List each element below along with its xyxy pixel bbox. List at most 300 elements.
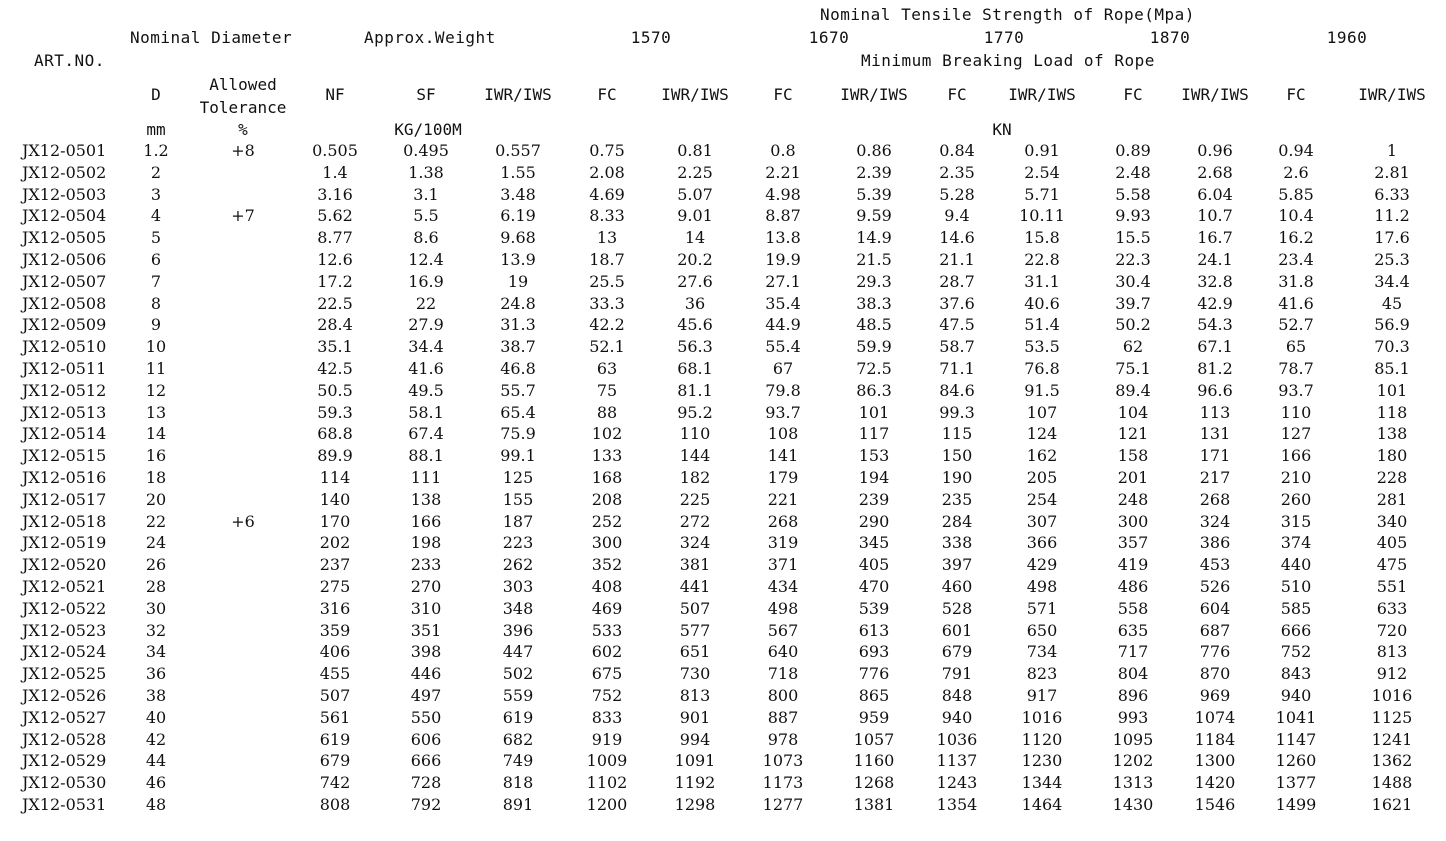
cell-nf: 35.1 xyxy=(317,337,353,357)
col-header-fc-1570: FC xyxy=(597,85,617,104)
unit-mm: mm xyxy=(146,120,166,139)
cell-fc-1870: 150 xyxy=(941,446,973,466)
cell-iwr-extra: 17.6 xyxy=(1374,228,1410,248)
cell-fc-extra: 315 xyxy=(1280,511,1312,531)
cell-iwr-extra: 25.3 xyxy=(1374,250,1410,269)
cell-art-no: JX12-0512 xyxy=(22,380,107,400)
cell-fc-1870: 460 xyxy=(941,577,973,596)
cell-iwr-1770: 693 xyxy=(858,642,890,662)
cell-sf: 16.9 xyxy=(408,271,444,291)
cell-diameter: 16 xyxy=(145,446,167,466)
col-header-iwr-1670: IWR/IWS xyxy=(840,85,908,104)
table-row xyxy=(0,227,1446,249)
cell-fc-1670: 833 xyxy=(591,707,623,727)
cell-diameter: 12 xyxy=(145,380,167,400)
cell-sf: 41.6 xyxy=(408,359,444,378)
cell-iwr-1670: 2.25 xyxy=(677,162,713,182)
cell-art-no: JX12-0505 xyxy=(22,228,107,248)
cell-iwr-extra: 101 xyxy=(1376,380,1408,400)
cell-iwr-1670: 0.81 xyxy=(677,141,713,160)
cell-iwr-1770: 959 xyxy=(858,707,890,727)
table-row xyxy=(0,184,1446,206)
cell-fc-1770: 8.87 xyxy=(765,206,801,226)
cell-fc-1960: 22.3 xyxy=(1115,250,1151,269)
cell-diameter: 40 xyxy=(145,707,167,727)
cell-iwr-extra: 1016 xyxy=(1371,686,1413,705)
cell-sf: 111 xyxy=(410,468,442,487)
cell-iwr-1570: 348 xyxy=(502,598,534,618)
strength-1770-header: 1770 xyxy=(983,28,1025,47)
cell-sf: 351 xyxy=(410,620,442,640)
cell-fc-1960: 39.7 xyxy=(1115,293,1151,313)
cell-iwr-1960: 1546 xyxy=(1194,795,1236,814)
cell-sf: 22 xyxy=(415,293,437,313)
cell-iwr-1770: 14.9 xyxy=(856,228,892,248)
cell-fc-1960: 0.89 xyxy=(1115,141,1151,160)
cell-fc-1670: 919 xyxy=(591,729,623,749)
cell-iwr-extra: 85.1 xyxy=(1374,359,1410,378)
cell-fc-1960: 558 xyxy=(1117,598,1149,618)
cell-diameter: 1.2 xyxy=(143,141,169,160)
cell-iwr-1670: 45.6 xyxy=(677,315,713,335)
cell-fc-1770: 434 xyxy=(767,577,799,596)
cell-iwr-extra: 1621 xyxy=(1371,795,1413,814)
cell-iwr-1670: 5.07 xyxy=(677,184,713,204)
cell-iwr-1670: 36 xyxy=(684,293,706,313)
cell-iwr-1960: 324 xyxy=(1199,511,1231,531)
cell-iwr-1960: 776 xyxy=(1199,642,1231,662)
cell-iwr-1960: 526 xyxy=(1199,577,1231,596)
cell-iwr-1770: 38.3 xyxy=(856,293,892,313)
col-header-tolerance xyxy=(200,73,287,119)
cell-sf: 792 xyxy=(410,795,442,814)
cell-iwr-1870: 205 xyxy=(1026,468,1058,487)
cell-iwr-1570: 75.9 xyxy=(500,424,536,444)
cell-nf: 619 xyxy=(319,729,351,749)
cell-fc-1770: 978 xyxy=(767,729,799,749)
cell-iwr-1570: 447 xyxy=(502,642,534,662)
cell-art-no: JX12-0524 xyxy=(22,642,107,662)
cell-iwr-extra: 6.33 xyxy=(1374,184,1410,204)
cell-iwr-extra: 1 xyxy=(1386,141,1398,160)
cell-fc-1870: 1243 xyxy=(936,773,978,793)
cell-iwr-1570: 682 xyxy=(502,729,534,749)
cell-diameter: 42 xyxy=(145,729,167,749)
cell-iwr-1670: 994 xyxy=(679,729,711,749)
cell-iwr-1570: 187 xyxy=(502,511,534,531)
cell-art-no: JX12-0527 xyxy=(22,707,107,727)
cell-tolerance: +8 xyxy=(231,141,255,160)
cell-art-no: JX12-0522 xyxy=(22,598,107,618)
cell-sf: 606 xyxy=(410,729,442,749)
cell-fc-1960: 248 xyxy=(1117,489,1149,509)
cell-fc-1770: 4.98 xyxy=(765,184,801,204)
cell-nf: 1.4 xyxy=(322,162,348,182)
cell-nf: 0.505 xyxy=(312,141,358,160)
cell-fc-extra: 440 xyxy=(1280,555,1312,575)
cell-fc-1770: 2.21 xyxy=(765,162,801,182)
cell-iwr-1770: 72.5 xyxy=(856,359,892,378)
table-row xyxy=(0,162,1446,184)
cell-iwr-1770: 0.86 xyxy=(856,141,892,160)
cell-iwr-1960: 687 xyxy=(1199,620,1231,640)
cell-iwr-1770: 59.9 xyxy=(856,337,892,357)
cell-iwr-1960: 113 xyxy=(1199,402,1231,422)
cell-nf: 316 xyxy=(319,598,351,618)
cell-iwr-1670: 651 xyxy=(679,642,711,662)
cell-sf: 310 xyxy=(410,598,442,618)
art-no-header: ART.NO. xyxy=(34,51,105,70)
cell-iwr-1960: 42.9 xyxy=(1197,293,1233,313)
col-header-fc-1870: FC xyxy=(1123,85,1143,104)
cell-iwr-1770: 1160 xyxy=(853,751,895,771)
cell-fc-1870: 58.7 xyxy=(939,337,975,357)
cell-fc-1770: 179 xyxy=(767,468,799,487)
cell-fc-1870: 1354 xyxy=(936,795,978,814)
cell-iwr-1870: 162 xyxy=(1026,446,1058,466)
cell-iwr-1770: 86.3 xyxy=(856,380,892,400)
cell-iwr-1960: 96.6 xyxy=(1197,380,1233,400)
cell-iwr-1570: 65.4 xyxy=(500,402,536,422)
cell-sf: 446 xyxy=(410,664,442,684)
cell-diameter: 10 xyxy=(145,337,167,357)
cell-iwr-1870: 571 xyxy=(1026,598,1058,618)
cell-fc-1770: 141 xyxy=(767,446,799,466)
cell-iwr-1960: 217 xyxy=(1199,468,1231,487)
cell-fc-1670: 88 xyxy=(596,402,618,422)
cell-fc-1870: 14.6 xyxy=(939,228,975,248)
cell-iwr-1670: 95.2 xyxy=(677,402,713,422)
cell-fc-1870: 115 xyxy=(941,424,973,444)
cell-iwr-1570: 46.8 xyxy=(500,359,536,378)
cell-iwr-1670: 441 xyxy=(679,577,711,596)
cell-fc-1870: 679 xyxy=(941,642,973,662)
cell-iwr-1870: 1120 xyxy=(1021,729,1063,749)
cell-fc-extra: 585 xyxy=(1280,598,1312,618)
cell-art-no: JX12-0513 xyxy=(22,402,107,422)
table-row xyxy=(0,380,1446,402)
cell-iwr-1570: 303 xyxy=(502,577,534,596)
cell-iwr-1670: 1298 xyxy=(674,795,716,814)
cell-diameter: 11 xyxy=(145,359,167,378)
cell-art-no: JX12-0518 xyxy=(22,511,107,531)
cell-fc-extra: 374 xyxy=(1280,533,1312,553)
cell-nf: 28.4 xyxy=(317,315,353,335)
cell-fc-1670: 1200 xyxy=(586,795,628,814)
cell-iwr-extra: 70.3 xyxy=(1374,337,1410,357)
cell-fc-1770: 371 xyxy=(767,555,799,575)
cell-fc-1670: 168 xyxy=(591,468,623,487)
cell-iwr-1870: 254 xyxy=(1026,489,1058,509)
cell-iwr-1960: 171 xyxy=(1199,446,1231,466)
cell-fc-1870: 37.6 xyxy=(939,293,975,313)
col-header-iwr-1960: IWR/IWS xyxy=(1358,85,1426,104)
cell-iwr-1670: 507 xyxy=(679,598,711,618)
cell-fc-1960: 201 xyxy=(1117,468,1149,487)
cell-fc-extra: 65 xyxy=(1285,337,1307,357)
cell-fc-1870: 1036 xyxy=(936,729,978,749)
table-row xyxy=(0,314,1446,336)
cell-diameter: 9 xyxy=(150,315,162,335)
cell-iwr-1670: 577 xyxy=(679,620,711,640)
cell-iwr-1670: 144 xyxy=(679,446,711,466)
cell-fc-extra: 940 xyxy=(1280,686,1312,705)
cell-iwr-1960: 453 xyxy=(1199,555,1231,575)
cell-sf: 8.6 xyxy=(413,228,439,248)
table-row xyxy=(0,402,1446,424)
cell-nf: 12.6 xyxy=(317,250,353,269)
cell-iwr-1570: 31.3 xyxy=(500,315,536,335)
cell-iwr-extra: 813 xyxy=(1376,642,1408,662)
col-header-iwr-1770: IWR/IWS xyxy=(1008,85,1076,104)
cell-iwr-extra: 281 xyxy=(1376,489,1408,509)
cell-iwr-1960: 67.1 xyxy=(1197,337,1233,357)
cell-iwr-extra: 11.2 xyxy=(1374,206,1410,226)
col-header-iwr-1570: IWR/IWS xyxy=(484,85,552,104)
cell-diameter: 30 xyxy=(145,598,167,618)
unit-kg-100m: KG/100M xyxy=(394,120,462,139)
cell-fc-1960: 15.5 xyxy=(1115,228,1151,248)
cell-iwr-1960: 1074 xyxy=(1194,707,1236,727)
cell-iwr-1770: 405 xyxy=(858,555,890,575)
cell-sf: 1.38 xyxy=(408,162,444,182)
cell-iwr-1570: 99.1 xyxy=(500,446,536,466)
cell-iwr-1670: 68.1 xyxy=(677,359,713,378)
cell-nf: 561 xyxy=(319,707,351,727)
cell-iwr-1670: 813 xyxy=(679,686,711,705)
cell-fc-1770: 19.9 xyxy=(765,250,801,269)
cell-fc-1870: 190 xyxy=(941,468,973,487)
cell-fc-1960: 419 xyxy=(1117,555,1149,575)
cell-diameter: 44 xyxy=(145,751,167,771)
cell-iwr-1770: 613 xyxy=(858,620,890,640)
cell-iwr-1770: 470 xyxy=(858,577,890,596)
cell-fc-1960: 30.4 xyxy=(1115,271,1151,291)
cell-fc-1770: 27.1 xyxy=(765,271,801,291)
cell-fc-1670: 25.5 xyxy=(589,271,625,291)
cell-fc-1770: 35.4 xyxy=(765,293,801,313)
cell-iwr-1960: 1420 xyxy=(1194,773,1236,793)
cell-nf: 114 xyxy=(319,468,351,487)
cell-iwr-1670: 182 xyxy=(679,468,711,487)
cell-fc-extra: 1499 xyxy=(1275,795,1317,814)
cell-art-no: JX12-0526 xyxy=(22,686,107,705)
col-header-fc-1770: FC xyxy=(947,85,967,104)
cell-iwr-extra: 1125 xyxy=(1371,707,1413,727)
cell-art-no: JX12-0504 xyxy=(22,206,107,226)
cell-fc-extra: 666 xyxy=(1280,620,1312,640)
cell-art-no: JX12-0511 xyxy=(22,359,107,378)
cell-art-no: JX12-0530 xyxy=(22,773,107,793)
cell-sf: 233 xyxy=(410,555,442,575)
cell-fc-1960: 9.93 xyxy=(1115,206,1151,226)
cell-art-no: JX12-0528 xyxy=(22,729,107,749)
cell-fc-1770: 13.8 xyxy=(765,228,801,248)
cell-iwr-1870: 2.54 xyxy=(1024,162,1060,182)
allowed-label: Allowed xyxy=(209,75,277,94)
cell-fc-1670: 300 xyxy=(591,533,623,553)
cell-iwr-1870: 429 xyxy=(1026,555,1058,575)
cell-art-no: JX12-0501 xyxy=(22,141,107,160)
cell-fc-1960: 1430 xyxy=(1112,795,1154,814)
cell-iwr-extra: 551 xyxy=(1376,577,1408,596)
cell-iwr-1670: 27.6 xyxy=(677,271,713,291)
cell-fc-extra: 166 xyxy=(1280,446,1312,466)
cell-diameter: 2 xyxy=(150,162,162,182)
table-row xyxy=(0,293,1446,315)
strength-1570-header: 1570 xyxy=(630,28,672,47)
cell-iwr-1870: 823 xyxy=(1026,664,1058,684)
cell-art-no: JX12-0503 xyxy=(22,184,107,204)
cell-fc-1670: 752 xyxy=(591,686,623,705)
cell-iwr-1960: 32.8 xyxy=(1197,271,1233,291)
table-row xyxy=(0,750,1446,772)
cell-fc-1960: 50.2 xyxy=(1115,315,1151,335)
col-header-sf: SF xyxy=(416,85,436,104)
cell-iwr-1670: 272 xyxy=(679,511,711,531)
cell-iwr-extra: 34.4 xyxy=(1374,271,1410,291)
cell-iwr-1670: 110 xyxy=(679,424,711,444)
cell-art-no: JX12-0529 xyxy=(22,751,107,771)
cell-fc-1670: 533 xyxy=(591,620,623,640)
cell-iwr-1870: 0.91 xyxy=(1024,141,1060,160)
cell-iwr-extra: 2.81 xyxy=(1374,162,1410,182)
cell-nf: 808 xyxy=(319,795,351,814)
cell-fc-1770: 108 xyxy=(767,424,799,444)
cell-fc-1770: 79.8 xyxy=(765,380,801,400)
cell-iwr-1670: 381 xyxy=(679,555,711,575)
cell-fc-1870: 21.1 xyxy=(939,250,975,269)
cell-fc-1960: 300 xyxy=(1117,511,1149,531)
cell-diameter: 46 xyxy=(145,773,167,793)
cell-fc-1870: 848 xyxy=(941,686,973,705)
cell-fc-1960: 121 xyxy=(1117,424,1149,444)
cell-iwr-1770: 865 xyxy=(858,686,890,705)
cell-iwr-1570: 223 xyxy=(502,533,534,553)
cell-diameter: 18 xyxy=(145,468,167,487)
cell-iwr-1870: 22.8 xyxy=(1024,250,1060,269)
cell-fc-1770: 319 xyxy=(767,533,799,553)
cell-nf: 22.5 xyxy=(317,293,353,313)
cell-iwr-1770: 2.39 xyxy=(856,162,892,182)
cell-sf: 270 xyxy=(410,577,442,596)
cell-fc-1960: 993 xyxy=(1117,707,1149,727)
cell-iwr-1770: 345 xyxy=(858,533,890,553)
cell-art-no: JX12-0521 xyxy=(22,577,107,596)
cell-sf: 67.4 xyxy=(408,424,444,444)
cell-iwr-extra: 720 xyxy=(1376,620,1408,640)
cell-iwr-1770: 776 xyxy=(858,664,890,684)
cell-iwr-1570: 38.7 xyxy=(500,337,536,357)
table-row xyxy=(0,336,1446,358)
cell-fc-1770: 55.4 xyxy=(765,337,801,357)
cell-fc-1960: 158 xyxy=(1117,446,1149,466)
cell-fc-1960: 357 xyxy=(1117,533,1149,553)
cell-sf: 58.1 xyxy=(408,402,444,422)
cell-fc-1770: 93.7 xyxy=(765,402,801,422)
cell-fc-1670: 63 xyxy=(596,359,618,378)
cell-iwr-1960: 268 xyxy=(1199,489,1231,509)
cell-fc-1870: 84.6 xyxy=(939,380,975,400)
cell-fc-1670: 352 xyxy=(591,555,623,575)
cell-iwr-1770: 1268 xyxy=(853,773,895,793)
cell-fc-1960: 62 xyxy=(1122,337,1144,357)
cell-nf: 170 xyxy=(319,511,351,531)
cell-fc-extra: 510 xyxy=(1280,577,1312,596)
table-row xyxy=(0,729,1446,751)
cell-fc-1960: 635 xyxy=(1117,620,1149,640)
tolerance-label: Tolerance xyxy=(199,98,287,117)
table-row xyxy=(0,249,1446,271)
cell-fc-1670: 42.2 xyxy=(589,315,625,335)
cell-sf: 138 xyxy=(410,489,442,509)
table-row xyxy=(0,576,1446,598)
cell-art-no: JX12-0517 xyxy=(22,489,107,509)
unit-percent: % xyxy=(238,120,248,139)
cell-fc-1670: 8.33 xyxy=(589,206,625,226)
cell-fc-1960: 717 xyxy=(1117,642,1149,662)
cell-iwr-1670: 901 xyxy=(679,707,711,727)
cell-iwr-1770: 153 xyxy=(858,446,890,466)
cell-iwr-1870: 1016 xyxy=(1021,707,1063,727)
cell-diameter: 28 xyxy=(145,577,167,596)
cell-fc-1960: 75.1 xyxy=(1115,359,1151,378)
table-row xyxy=(0,532,1446,554)
cell-iwr-1870: 51.4 xyxy=(1024,315,1060,335)
cell-iwr-1960: 10.7 xyxy=(1197,206,1233,226)
cell-sf: 728 xyxy=(410,773,442,793)
cell-fc-1670: 675 xyxy=(591,664,623,684)
cell-diameter: 48 xyxy=(145,795,167,814)
cell-fc-1670: 52.1 xyxy=(589,337,625,357)
cell-nf: 3.16 xyxy=(317,184,353,204)
cell-iwr-1570: 3.48 xyxy=(500,184,536,204)
cell-iwr-1870: 307 xyxy=(1026,511,1058,531)
cell-diameter: 13 xyxy=(145,402,167,422)
cell-nf: 237 xyxy=(319,555,351,575)
cell-fc-1960: 486 xyxy=(1117,577,1149,596)
cell-fc-1960: 1313 xyxy=(1112,773,1154,793)
cell-diameter: 3 xyxy=(150,184,162,204)
cell-fc-1670: 2.08 xyxy=(589,162,625,182)
unit-kn: KN xyxy=(992,120,1012,139)
cell-art-no: JX12-0509 xyxy=(22,315,107,335)
cell-fc-1670: 469 xyxy=(591,598,623,618)
cell-iwr-extra: 180 xyxy=(1376,446,1408,466)
cell-iwr-1770: 539 xyxy=(858,598,890,618)
cell-fc-1960: 804 xyxy=(1117,664,1149,684)
cell-iwr-extra: 45 xyxy=(1381,293,1403,313)
cell-iwr-1870: 650 xyxy=(1026,620,1058,640)
cell-iwr-extra: 1362 xyxy=(1371,751,1413,771)
cell-iwr-1570: 891 xyxy=(502,795,534,814)
cell-iwr-1870: 10.11 xyxy=(1019,206,1065,226)
cell-iwr-1770: 290 xyxy=(858,511,890,531)
cell-fc-1870: 47.5 xyxy=(939,315,975,335)
cell-fc-1770: 268 xyxy=(767,511,799,531)
cell-iwr-1960: 54.3 xyxy=(1197,315,1233,335)
cell-iwr-1870: 31.1 xyxy=(1024,271,1060,291)
cell-iwr-1960: 24.1 xyxy=(1197,250,1233,269)
cell-fc-1770: 1277 xyxy=(762,795,804,814)
cell-fc-1670: 13 xyxy=(596,228,618,248)
cell-sf: 398 xyxy=(410,642,442,662)
col-header-fc-1670: FC xyxy=(773,85,793,104)
cell-iwr-1870: 366 xyxy=(1026,533,1058,553)
cell-iwr-extra: 138 xyxy=(1376,424,1408,444)
cell-iwr-1960: 969 xyxy=(1199,686,1231,705)
col-header-nf: NF xyxy=(325,85,345,104)
